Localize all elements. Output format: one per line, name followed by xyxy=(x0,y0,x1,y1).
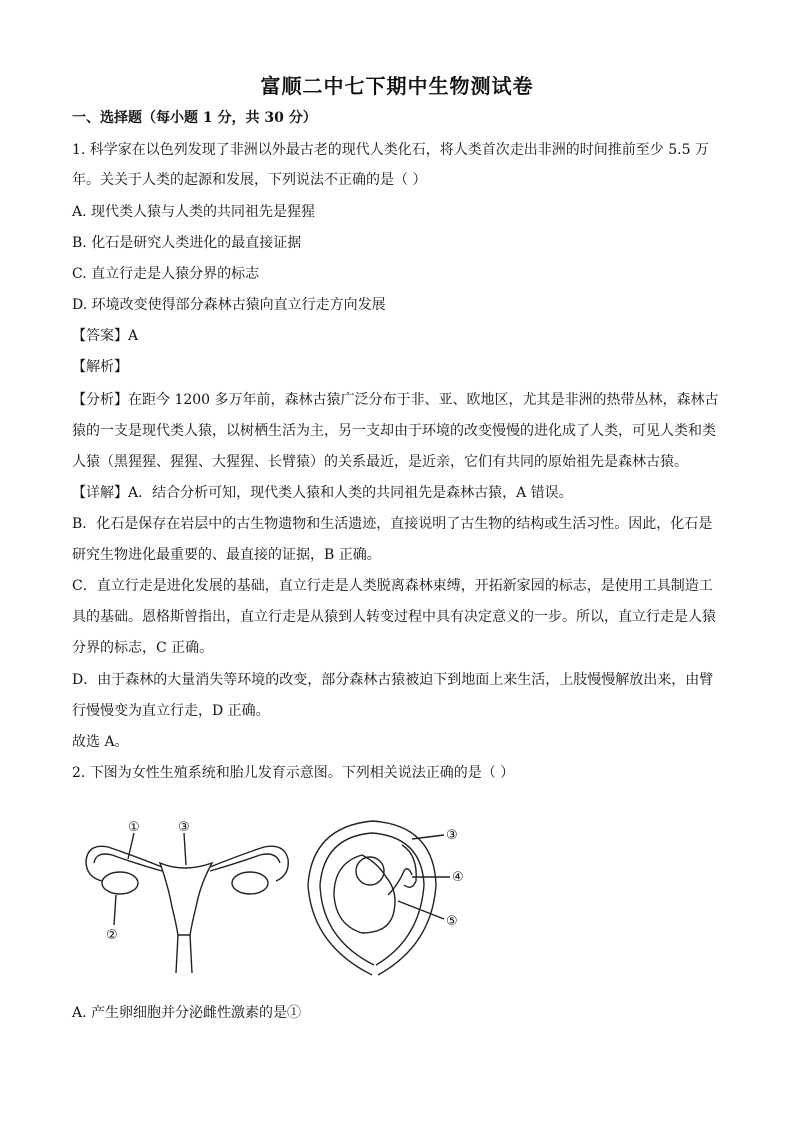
uterus-shape xyxy=(160,863,212,935)
question-1-conclusion: 故选 A。 xyxy=(72,734,129,750)
question-1-detail-b-line-2: 研究生物进化最重要的、最直接的证据，B 正确。 xyxy=(72,547,381,563)
question-1-option-b: B. 化石是研究人类进化的最直接证据 xyxy=(72,235,302,251)
question-1-detail-c-line-3: 分界的标志，C 正确。 xyxy=(72,640,214,656)
question-1-detail-c-line-2: 具的基础。恩格斯曾指出，直立行走是从猿到人转变过程中具有决定意义的一步。所以，直立行走是人猿 xyxy=(72,609,716,625)
label-4-right: ④ xyxy=(452,870,464,885)
question-1-stem-line-1: 1. 科学家在以色列发现了非洲以外最古老的现代人类化石，将人类首次走出非洲的时间推前至少 5.5 万 xyxy=(72,142,709,158)
question-1-analysis-line-1: 【分析】在距今 1200 多万年前，森林古猿广泛分布于非、亚、欧地区，尤其是非洲的热带丛林，森林古 xyxy=(72,392,719,408)
question-1-stem-line-2: 年。关关于人类的起源和发展，下列说法不正确的是（ ） xyxy=(72,172,427,188)
question-1-analysis-heading: 【解析】 xyxy=(72,359,128,375)
section-heading: 一、选择题（每小题 1 分，共 30 分） xyxy=(72,110,317,126)
question-1-option-a: A. 现代类人猿与人类的共同祖先是猩猩 xyxy=(72,204,316,220)
placenta xyxy=(402,845,416,887)
question-1-detail-a: 【详解】A．结合分析可知，现代类人猿和人类的共同祖先是森林古猿，A 错误。 xyxy=(72,485,573,501)
label-1-left: ① xyxy=(128,820,140,835)
left-oviduct xyxy=(86,846,162,881)
question-2-option-a: A. 产生卵细胞并分泌雌性激素的是① xyxy=(72,1005,302,1021)
question-1-detail-b-line-1: B．化石是保存在岩层中的古生物遗物和生活遗迹，直接说明了古生物的结构或生活习性。因此，化石是 xyxy=(72,516,713,532)
label-3-left: ③ xyxy=(178,820,190,835)
page-title: 富顺二中七下期中生物测试卷 xyxy=(260,74,534,98)
vagina-shape xyxy=(176,935,192,973)
question-1-option-c: C. 直立行走是人猿分界的标志 xyxy=(72,266,260,282)
question-1-detail-d-line-1: D．由于森林的大量消失等环境的改变，部分森林古猿被迫下到地面上来生活，上肢慢慢解放出来，由臂 xyxy=(72,672,714,688)
fetus-shape xyxy=(334,855,395,933)
right-ovary xyxy=(232,872,268,894)
reproductive-diagram xyxy=(72,815,492,980)
question-1-detail-d-line-2: 行慢慢变为直立行走，D 正确。 xyxy=(72,703,270,719)
right-oviduct xyxy=(210,846,288,881)
question-1-detail-c-line-1: C．直立行走是进化发展的基础，直立行走是人类脱离森林束缚，开拓新家园的标志，是使用工具制造工 xyxy=(72,578,713,594)
label-3-right: ③ xyxy=(446,828,458,843)
label-2-left: ② xyxy=(106,928,118,943)
question-1-option-d: D. 环境改变使得部分森林古猿向直立行走方向发展 xyxy=(72,297,386,313)
umbilical-cord xyxy=(388,869,412,895)
question-2-stem: 2. 下图为女性生殖系统和胎儿发育示意图。下列相关说法正确的是（ ） xyxy=(72,765,515,781)
question-1-answer: 【答案】A xyxy=(72,328,139,344)
question-1-analysis-line-2: 猿的一支是现代类人猿，以树栖生活为主，另一支却由于环境的改变慢慢的进化成了人类，可见人类和类 xyxy=(72,423,716,439)
label-5-right: ⑤ xyxy=(446,914,458,929)
left-ovary xyxy=(102,872,138,894)
uterus-wall-inner xyxy=(320,833,424,965)
uterus-wall-outer xyxy=(308,821,436,975)
question-1-analysis-line-3: 人猿（黑猩猩、猩猩、大猩猩、长臂猿）的关系最近，是近亲，它们有共同的原始祖先是森林古猿。 xyxy=(72,454,688,470)
